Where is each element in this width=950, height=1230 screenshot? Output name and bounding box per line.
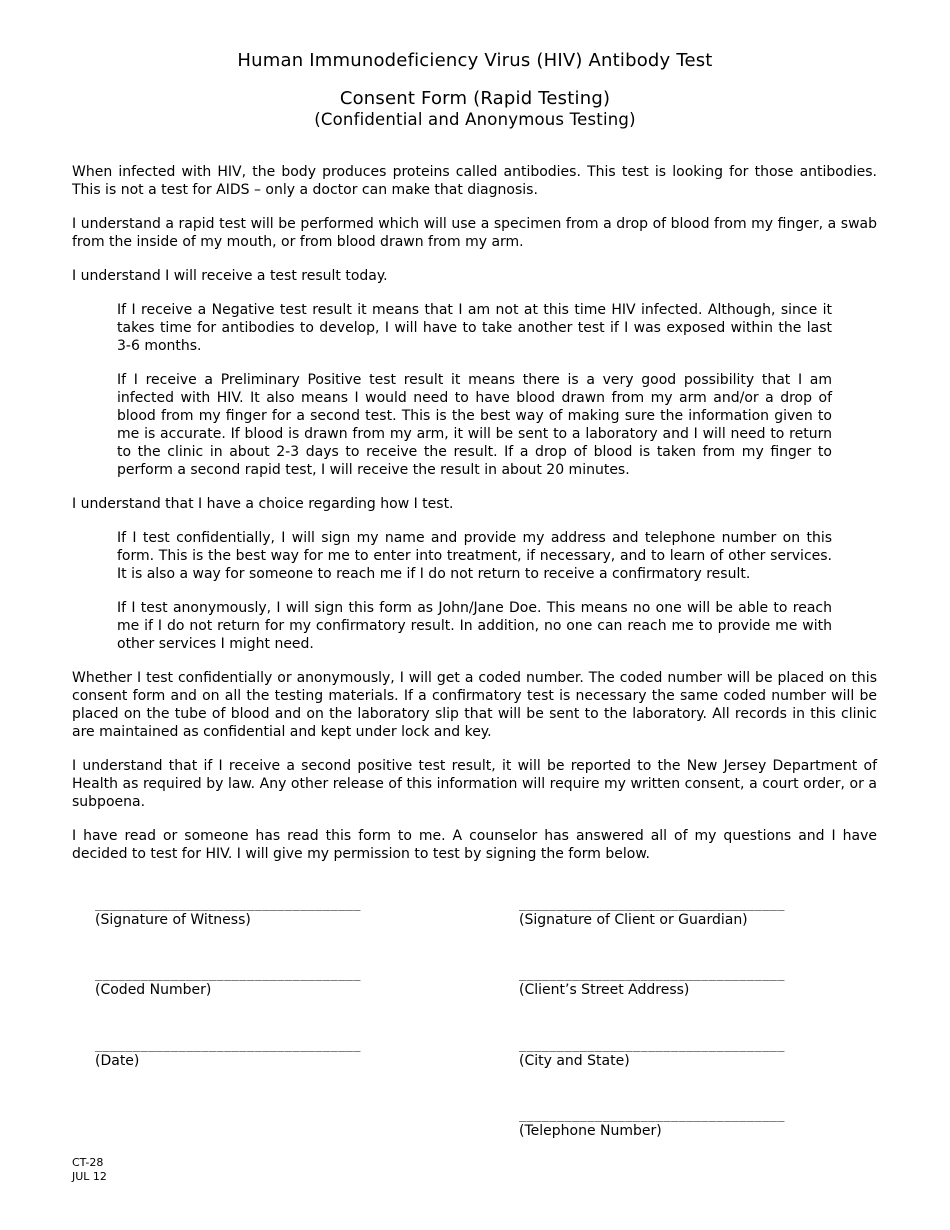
document-subtitle-secondary: (Confidential and Anonymous Testing) — [314, 110, 636, 129]
paragraph-anonymous: If I test anonymously, I will sign this form as John/Jane Doe. This means no one will be able to reach me if I do not return for my confirmatory result. In addition, no one can reach me to provide me with other services I might need. — [117, 600, 832, 652]
client-signature-field[interactable] — [519, 898, 829, 929]
city-state-field[interactable] — [519, 1039, 829, 1070]
date-field[interactable] — [95, 1039, 405, 1070]
witness-signature-field[interactable] — [95, 898, 405, 929]
paragraph-confidential: If I test confidentially, I will sign my name and provide my address and telephone number on this form. This is the best way for me to enter into treatment, if necessary, and to learn of other services. It is also a way for someone to reach me if I do not return to receive a confirmatory result. — [117, 530, 832, 582]
signature-line[interactable]: ___________________________________ — [519, 898, 785, 911]
paragraph-testing-choice: I understand that I have a choice regarding how I test. — [72, 496, 454, 512]
telephone-label: (Telephone Number) — [519, 1123, 662, 1139]
coded-number-field[interactable] — [95, 968, 405, 999]
telephone-field[interactable] — [519, 1109, 829, 1140]
signature-line[interactable]: ___________________________________ — [95, 968, 361, 981]
paragraph-negative-result: If I receive a Negative test result it means that I am not at this time HIV infected. Although, since it takes time for antibodies to develop, I will have to take another test if I was exposed within the last 3-6 months. — [117, 302, 832, 354]
paragraph-permission: I have read or someone has read this form to me. A counselor has answered all of my questions and I have decided to test for HIV. I will give my permission to test by signing the form below. — [72, 828, 877, 862]
witness-signature-label: (Signature of Witness) — [95, 912, 251, 928]
signature-line[interactable]: ___________________________________ — [95, 898, 361, 911]
date-label: (Date) — [95, 1053, 140, 1069]
document-subtitle: Consent Form (Rapid Testing) — [339, 88, 611, 109]
form-revision-date: JUL 12 — [72, 1170, 107, 1183]
paragraph-preliminary-positive: If I receive a Preliminary Positive test result it means there is a very good possibility that I am infected with HIV. It also means I would need to have blood drawn from my arm and/or a drop of blood from my finger for a second test. This is the best way of making sure the information given to me is accurate. If blood is drawn from my arm, it will be sent to a laboratory and I will need to return to the clinic in about 2-3 days to receive the result. If a drop of blood is taken from my finger to perform a second rapid test, I will receive the result in about 20 minutes. — [117, 372, 832, 478]
city-state-label: (City and State) — [519, 1053, 630, 1069]
form-footer — [72, 1156, 107, 1184]
coded-number-label: (Coded Number) — [95, 982, 212, 998]
paragraph-antibodies: When infected with HIV, the body produces proteins called antibodies. This test is looking for those antibodies. This is not a test for AIDS – only a doctor can make that diagnosis. — [72, 164, 877, 198]
signature-line[interactable]: ___________________________________ — [519, 1039, 785, 1052]
paragraph-result-today: I understand I will receive a test result today. — [72, 268, 388, 284]
consent-body — [72, 163, 877, 879]
paragraph-coded-number: Whether I test confidentially or anonymously, I will get a coded number. The coded number will be placed on this consent form and on all the testing materials. If a confirmatory test is necessary the same coded number will be placed on the tube of blood and on the laboratory slip that will be sent to the laboratory. All records in this clinic are maintained as confidential and kept under lock and key. — [72, 670, 877, 740]
client-signature-label: (Signature of Client or Guardian) — [519, 912, 748, 928]
signature-line[interactable]: ___________________________________ — [95, 1039, 361, 1052]
signature-line[interactable]: ___________________________________ — [519, 1109, 785, 1122]
paragraph-rapid-test: I understand a rapid test will be performed which will use a specimen from a drop of blood from my finger, a swab from the inside of my mouth, or from blood drawn from my arm. — [72, 216, 877, 250]
paragraph-reporting: I understand that if I receive a second positive test result, it will be reported to the New Jersey Department of Health as required by law. Any other release of this information will require my written consent, a court order, or a subpoena. — [72, 758, 877, 810]
street-address-field[interactable] — [519, 968, 829, 999]
form-code: CT-28 — [72, 1156, 104, 1169]
street-address-label: (Client’s Street Address) — [519, 982, 690, 998]
document-title: Human Immunodeficiency Virus (HIV) Antibody Test — [237, 50, 713, 71]
signature-line[interactable]: ___________________________________ — [519, 968, 785, 981]
